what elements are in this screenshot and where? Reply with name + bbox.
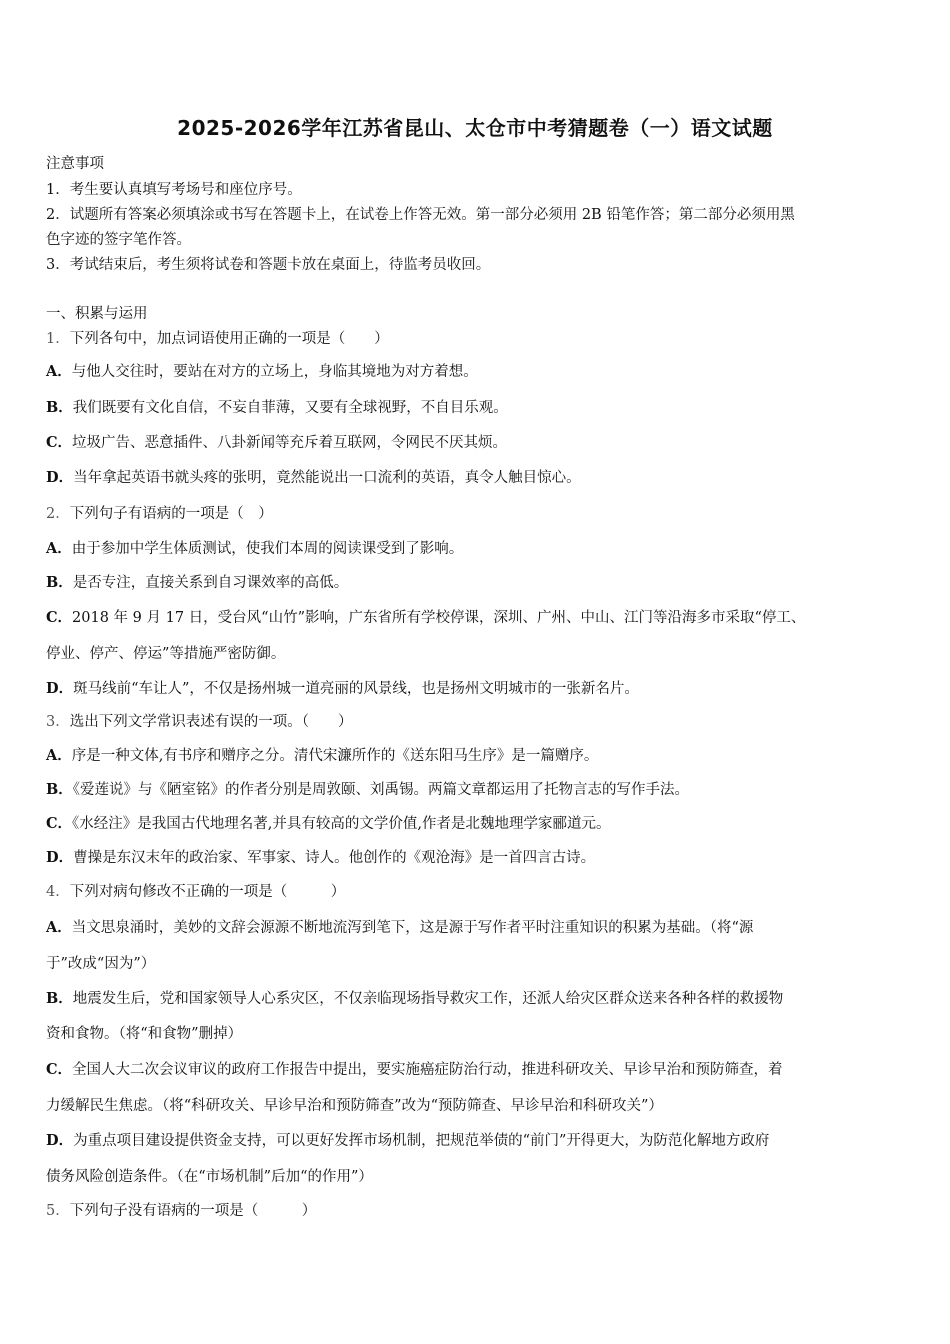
option-label: A． <box>46 747 72 764</box>
question-number: 1． <box>46 331 70 347</box>
option-text: 我们既要有文化自信，不妄自菲薄，又要有全球视野，不自目乐观。 <box>72 400 508 416</box>
page-title: 2025-2026学年江苏省昆山、太仓市中考猜题卷（一）语文试题 <box>177 116 773 140</box>
notice-item: 3．考试结束后，考生须将试卷和答题卡放在桌面上，待监考员收回。 <box>46 257 491 273</box>
question-stem <box>46 880 908 901</box>
option-continuation: 力缓解民生焦虑。（将“科研攻关、早诊早治和预防筛查”改为“预防筛查、早诊早治和科研攻关”） <box>46 1098 663 1114</box>
option <box>46 846 908 867</box>
question-stem <box>46 327 908 348</box>
option-text: 为重点项目建设提供资金支持，可以更好发挥市场机制，把规范举债的“前门”开得更大，为防范化解地方政府 <box>73 1133 770 1149</box>
option <box>46 987 908 1008</box>
question-number: 3． <box>46 714 70 730</box>
question-number: 4． <box>46 884 70 900</box>
option-continuation: 停业、停产、停运”等措施严密防御。 <box>46 646 286 662</box>
option-label: D． <box>46 469 74 486</box>
option-label: D． <box>46 680 74 697</box>
option-label: B． <box>46 990 73 1007</box>
question-stem <box>46 710 908 731</box>
option-label: C． <box>46 434 73 451</box>
option-label: A． <box>46 919 72 936</box>
option-label: B． <box>46 574 73 591</box>
question-text: 下列句子没有语病的一项是（ ） <box>69 1203 317 1219</box>
option-text: 曹操是东汉末年的政治家、军事家、诗人。他创作的《观沧海》是一首四言古诗。 <box>73 850 596 866</box>
option-label: C． <box>46 815 73 832</box>
option-label: D． <box>46 1132 74 1149</box>
question-stem <box>46 1199 908 1220</box>
notice-item: 2．试题所有答案必须填涂或书写在答题卡上，在试卷上作答无效。第一部分必须用 2B 铅笔作答；第二部分必须用黑 <box>46 207 795 223</box>
option <box>46 677 908 698</box>
question-text: 下列各句中，加点词语使用正确的一项是（ ） <box>69 331 389 347</box>
option <box>46 571 908 592</box>
question-number: 5． <box>46 1203 70 1219</box>
option-label: A． <box>46 363 72 380</box>
option <box>46 466 908 487</box>
option-continuation: 于”改成“因为”） <box>46 956 156 972</box>
option <box>46 396 908 417</box>
option-text: 序是一种文体,有书序和赠序之分。清代宋濂所作的《送东阳马生序》是一篇赠序。 <box>71 748 599 764</box>
option-text: 垃圾广告、恶意插件、八卦新闻等充斥着互联网，令网民不厌其烦。 <box>72 435 508 451</box>
option-label: A． <box>46 540 72 557</box>
option <box>46 1129 908 1150</box>
option-text: 与他人交往时，要站在对方的立场上，身临其境地为对方着想。 <box>71 364 478 380</box>
option <box>46 431 908 452</box>
question-text: 下列句子有语病的一项是（ ） <box>69 506 273 522</box>
option <box>46 916 908 937</box>
question-stem <box>46 502 908 523</box>
option-continuation: 债务风险创造条件。（在“市场机制”后加“的作用”） <box>46 1169 373 1185</box>
notice-item: 色字迹的签字笔作答。 <box>46 232 191 248</box>
question-text: 下列对病句修改不正确的一项是（ ） <box>69 884 346 900</box>
option-text: 全国人大二次会议审议的政府工作报告中提出，要实施癌症防治行动，推进科研攻关、早诊早治和预防筛查，着 <box>72 1062 783 1078</box>
option-text: 地震发生后，党和国家领导人心系灾区，不仅亲临现场指导救灾工作，还派人给灾区群众送来各种各样的救援物 <box>72 991 784 1007</box>
option-text: 当文思泉涌时，美妙的文辞会源源不断地流泻到笔下，这是源于写作者平时注重知识的积累为基础。（将“源 <box>71 920 754 936</box>
option <box>46 744 908 765</box>
option-text: 是否专注，直接关系到自习课效率的高低。 <box>72 575 349 591</box>
notice-item: 1．考生要认真填写考场号和座位序号。 <box>46 182 302 198</box>
option-label: C． <box>46 1061 73 1078</box>
option-text: 当年拿起英语书就头疼的张明，竟然能说出一口流利的英语，真令人触目惊心。 <box>73 470 581 486</box>
question-number: 2． <box>46 506 70 522</box>
option <box>46 812 908 833</box>
option-label: C． <box>46 609 73 626</box>
question-text: 选出下列文学常识表述有误的一项。（ ） <box>69 714 353 730</box>
option-text: 《爱莲说》与《陋室铭》的作者分别是周敦颐、刘禹锡。两篇文章都运用了托物言志的写作手法。 <box>72 782 690 798</box>
option-label: B． <box>46 781 73 798</box>
option <box>46 1058 908 1079</box>
option-text: 由于参加中学生体质测试，使我们本周的阅读课受到了影响。 <box>71 541 464 557</box>
option <box>46 606 908 627</box>
section-heading: 一、积累与运用 <box>46 306 148 322</box>
option <box>46 778 908 799</box>
option <box>46 360 908 381</box>
notice-heading: 注意事项 <box>46 156 104 172</box>
option-text: 2018 年 9 月 17 日，受台风“山竹”影响，广东省所有学校停课，深圳、广州、中山、江门等沿海多市采取“停工、 <box>72 610 806 626</box>
option-label: D． <box>46 849 74 866</box>
option-continuation: 资和食物。（将“和食物”删掉） <box>46 1026 243 1042</box>
option <box>46 537 908 558</box>
option-label: B． <box>46 399 73 416</box>
option-text: 《水经注》是我国古代地理名著,并具有较高的文学价值,作者是北魏地理学家郦道元。 <box>72 816 611 832</box>
option-text: 斑马线前“车让人”，不仅是扬州城一道亮丽的风景线，也是扬州文明城市的一张新名片。 <box>73 681 639 697</box>
